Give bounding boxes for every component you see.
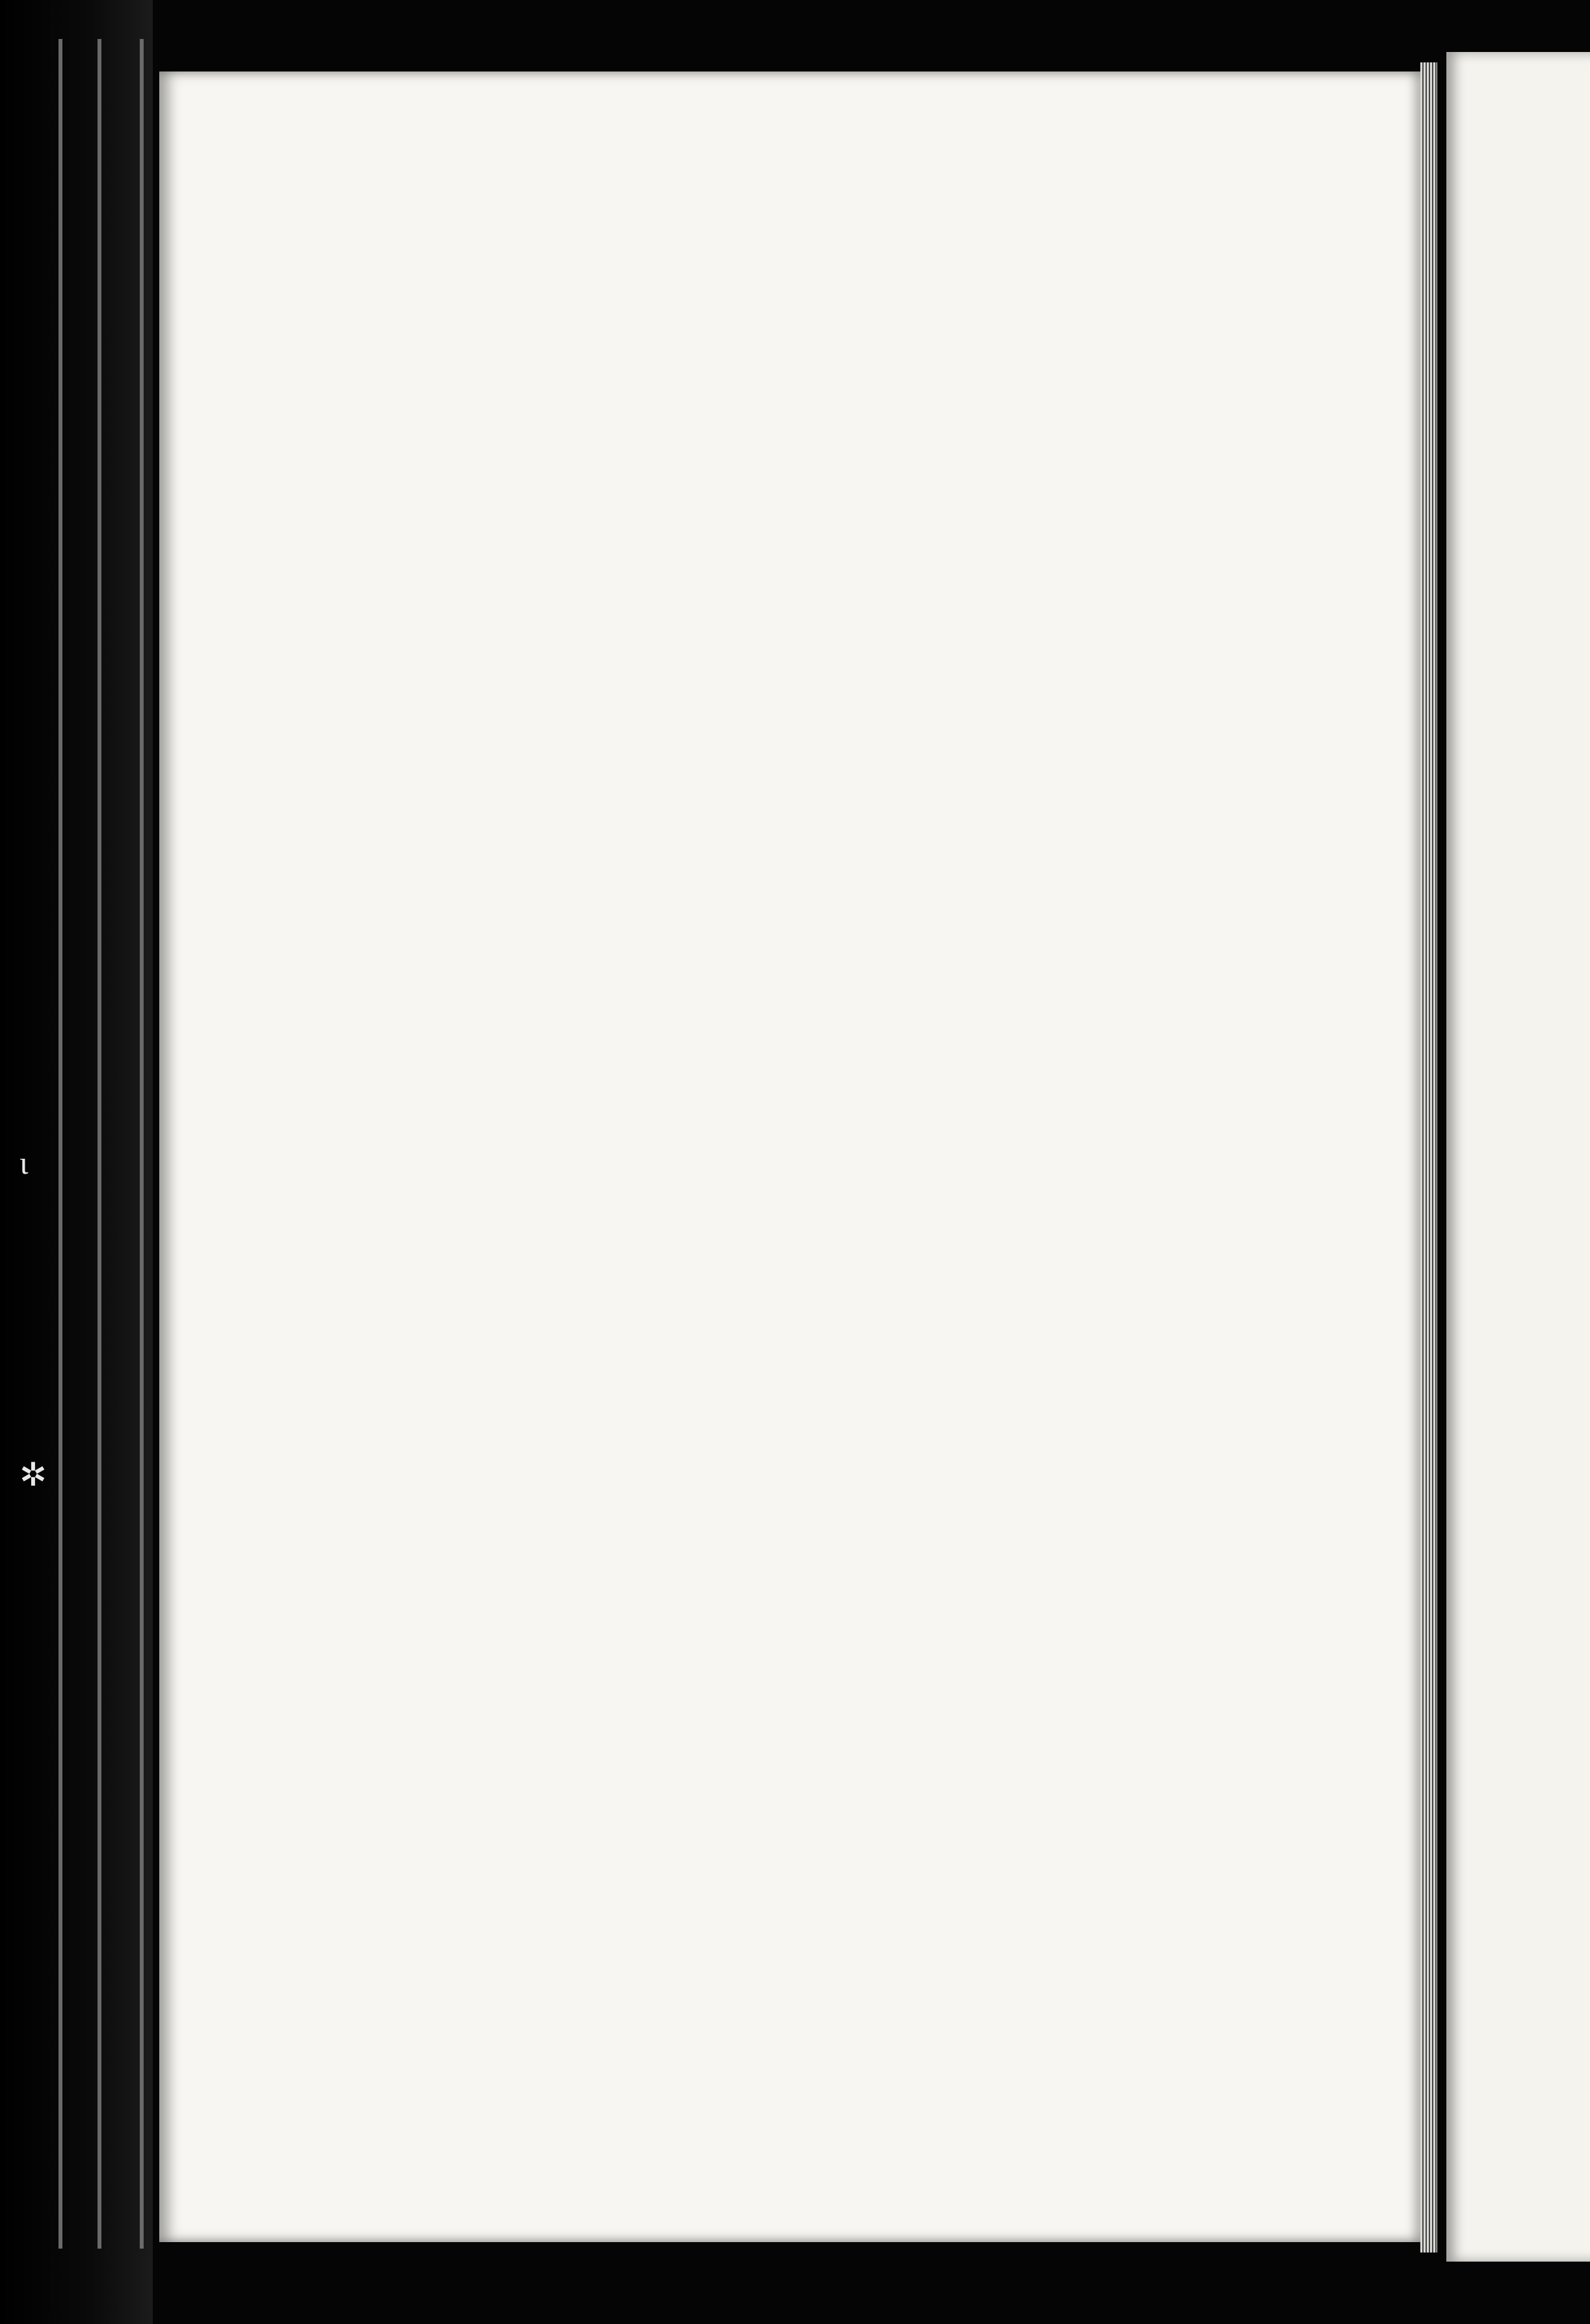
spine-line [98, 39, 101, 2249]
margin-mark: ✲ [20, 1456, 47, 1493]
page-edges [1420, 62, 1437, 2253]
book-page [159, 71, 1420, 2242]
spine-line [59, 39, 62, 2249]
next-page [1446, 52, 1590, 2262]
margin-mark: ɩ [20, 1144, 29, 1181]
spine-line [140, 39, 144, 2249]
page-header [159, 71, 1420, 149]
